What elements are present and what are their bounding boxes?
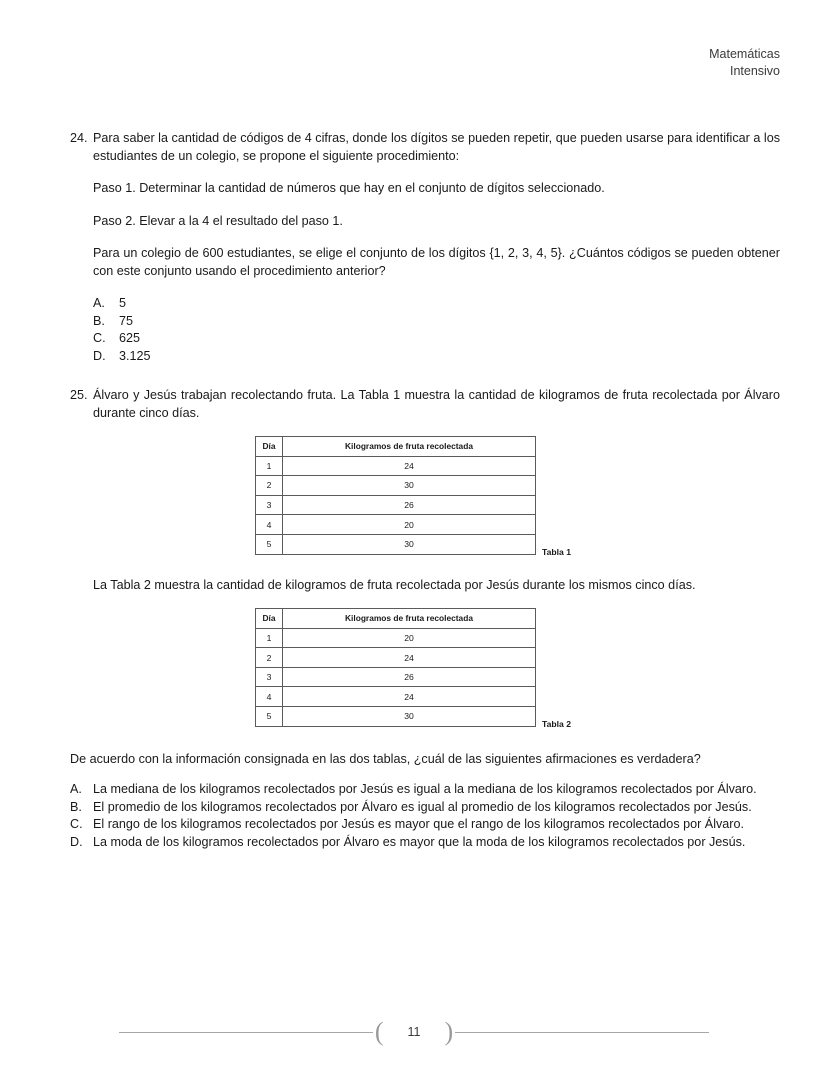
option-a-text: La mediana de los kilogramos recolectados por Jesús es igual a la mediana de los kilogramos recolectados por Álvaro. <box>93 782 757 797</box>
option-d-text: 3.125 <box>119 348 151 363</box>
tabla-1-dia-2: 2 <box>256 476 283 496</box>
table-row <box>256 667 536 687</box>
option-d-text: La moda de los kilogramos recolectados por Álvaro es mayor que la moda de los kilogramos recolectados por Jesús. <box>93 834 746 849</box>
table-header-row <box>256 609 536 629</box>
table-row <box>256 456 536 476</box>
question-24 <box>70 130 780 280</box>
option-d[interactable] <box>93 348 780 366</box>
option-b[interactable] <box>93 313 780 331</box>
tabla-1-dia-3: 3 <box>256 495 283 515</box>
option-c-letter: C. <box>93 331 106 345</box>
option-a-letter: A. <box>93 296 105 310</box>
table-row <box>256 534 536 554</box>
table-row <box>256 648 536 668</box>
tabla-1-dia-4: 4 <box>256 515 283 535</box>
option-b[interactable] <box>70 799 780 817</box>
tabla-2-kg-5: 30 <box>283 707 536 727</box>
option-b-letter: B. <box>70 799 82 814</box>
question-25-bridge-text: La Tabla 2 muestra la cantidad de kilogramos de fruta recolectada por Jesús durante los mismos cinco días. <box>93 577 696 592</box>
header-subject: Matemáticas <box>709 47 780 61</box>
tabla-2-kg-4: 24 <box>283 687 536 707</box>
tabla-1-kg-1: 24 <box>283 456 536 476</box>
tabla-1-caption: Tabla 1 <box>542 546 571 557</box>
page-footer <box>0 1011 828 1053</box>
table-row <box>256 495 536 515</box>
question-24-stem: Para saber la cantidad de códigos de 4 cifras, donde los dígitos se pueden repetir, que pueden usarse para identificar a los estudiantes de un colegio, se propone el siguiente procedimiento: <box>93 131 780 163</box>
tabla-1-header-kilogramos: Kilogramos de fruta recolectada <box>283 437 536 457</box>
question-25-stem: Álvaro y Jesús trabajan recolectando fruta. La Tabla 1 muestra la cantidad de kilogramos de fruta recolectada por Álvaro durante cinco días. <box>93 388 780 420</box>
question-25-bridge <box>70 577 780 595</box>
question-24-options <box>70 295 780 365</box>
tabla-1-kg-5: 30 <box>283 534 536 554</box>
tabla-1-dia-5: 5 <box>256 534 283 554</box>
question-25-options <box>70 781 780 851</box>
tabla-2-kg-3: 26 <box>283 667 536 687</box>
question-25 <box>70 387 780 422</box>
option-d-letter: D. <box>93 348 106 363</box>
table-row <box>256 628 536 648</box>
footer-brace-left-icon: ( <box>374 1017 384 1046</box>
question-24-step-1: Paso 1. Determinar la cantidad de números que hay en el conjunto de dígitos seleccionado. <box>93 181 605 195</box>
option-c-text: El rango de los kilogramos recolectados por Jesús es mayor que el rango de los kilogramos recolectados por Álvaro. <box>93 817 745 832</box>
tabla-2-caption: Tabla 2 <box>542 718 571 729</box>
option-a-letter: A. <box>70 782 82 797</box>
header-modality: Intensivo <box>729 64 780 78</box>
option-a[interactable] <box>93 295 780 313</box>
tabla-1-kg-3: 26 <box>283 495 536 515</box>
option-d-letter: D. <box>70 834 83 849</box>
tabla-1-kg-4: 20 <box>283 515 536 535</box>
tabla-2-dia-2: 2 <box>256 648 283 668</box>
footer-rule-right <box>455 1032 709 1033</box>
tabla-2-header-kilogramos: Kilogramos de fruta recolectada <box>283 609 536 629</box>
option-c-letter: C. <box>70 817 83 832</box>
question-24-prompt: Para un colegio de 600 estudiantes, se elige el conjunto de los dígitos {1, 2, 3, 4, 5}. ¿Cuántos códigos se pueden obtener con este conjunto usando el procedimiento anterior? <box>93 246 780 278</box>
tabla-2-kg-1: 20 <box>283 628 536 648</box>
question-25-body <box>93 387 780 422</box>
tabla-2-dia-5: 5 <box>256 707 283 727</box>
question-25-number: 25. <box>70 388 88 402</box>
option-c-text: 625 <box>119 331 141 345</box>
tabla-2-header-dia: Día <box>256 609 283 629</box>
table-row <box>256 707 536 727</box>
page-header <box>380 46 780 80</box>
page-number: 11 <box>407 1025 421 1039</box>
tabla-2 <box>255 608 536 727</box>
option-c[interactable] <box>70 816 780 834</box>
footer-brace-right-icon: ) <box>444 1017 454 1046</box>
table-header-row <box>256 437 536 457</box>
tabla-2-kg-2: 24 <box>283 648 536 668</box>
option-b-letter: B. <box>93 313 105 328</box>
option-a-text: 5 <box>119 296 127 310</box>
question-24-body <box>93 130 780 280</box>
question-25-bridge-body <box>93 577 780 595</box>
question-24-step-2: Paso 2. Elevar a la 4 el resultado del paso 1. <box>93 213 343 228</box>
table-row <box>256 515 536 535</box>
tabla-2-dia-4: 4 <box>256 687 283 707</box>
table-row <box>256 476 536 496</box>
option-c[interactable] <box>93 330 780 348</box>
footer-rule-left <box>119 1032 373 1033</box>
option-b-text: El promedio de los kilogramos recolectados por Álvaro es igual al promedio de los kilogramos recolectados por Jesús. <box>93 799 752 814</box>
table-row <box>256 687 536 707</box>
tabla-2-dia-1: 1 <box>256 628 283 648</box>
tabla-1-wrapper <box>255 436 571 557</box>
tabla-2-dia-3: 3 <box>256 667 283 687</box>
page-content <box>70 130 780 851</box>
option-a[interactable] <box>70 781 780 799</box>
option-d[interactable] <box>70 834 780 852</box>
tabla-1 <box>255 436 536 555</box>
tabla-2-wrapper <box>255 608 571 729</box>
tabla-1-header-dia: Día <box>256 437 283 457</box>
tabla-1-kg-2: 30 <box>283 476 536 496</box>
option-b-text: 75 <box>119 313 134 328</box>
question-25-closing: De acuerdo con la información consignada en las dos tablas, ¿cuál de las siguientes afirmaciones es verdadera? <box>70 751 701 766</box>
question-24-number: 24. <box>70 131 88 145</box>
tabla-1-dia-1: 1 <box>256 456 283 476</box>
